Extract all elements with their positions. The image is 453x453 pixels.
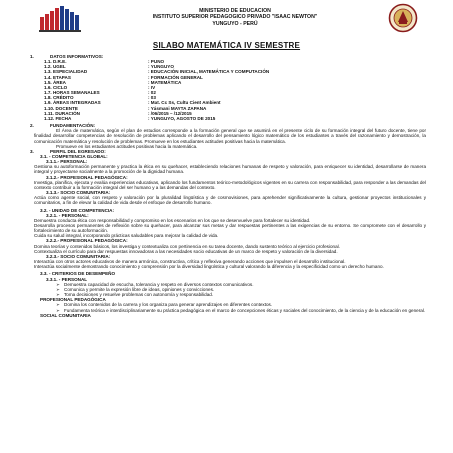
- info-label: 1.12. FECHA: [44, 115, 72, 121]
- section-title: FUNDAMENTACIÓN:: [50, 123, 96, 129]
- paragraph: El Área de matemática, según el plan de estudios corresponde a la formación general que se asumirá en el presente ciclo de su formación integral del futuro docente, tiene por finalidad desarrollar competencias de resolución de problemas aplicando el desarrollo del pensamiento lógico matemático de los estudiantes a través del razonamiento y demostración, la comunicación matemática y resolución de problemas. Promueve en los estudiantes actitudes positivas hacia la matemática.: [34, 128, 426, 144]
- subheading: 3.3.1. - PERSONAL: [46, 276, 88, 282]
- paragraph: Promueve en los estudiantes actitudes positivas hacia la matemática.: [56, 143, 198, 149]
- info-label: 1.10. DOCENTE: [44, 105, 78, 111]
- info-label: 1.4. ETAPAS: [44, 74, 71, 80]
- bullet-item: ➢ Comunica y permite la expresión libre de ideas, opiniones y convicciones.: [64, 287, 426, 292]
- subheading: 3.2.1. - PERSONAL:: [46, 212, 89, 218]
- subheading: 3.2.2.- PROFESIONAL PEDAGÓGICA:: [46, 238, 128, 244]
- info-label: 1.7. HORAS SEMANALES: [44, 90, 100, 96]
- subheading: 3.1.3.- SOCIO COMUNITARIA:: [46, 190, 111, 196]
- subheading: 3.3. - CRITERIOS DE DESEMPEÑO: [40, 271, 116, 277]
- section-number: 2.: [30, 123, 34, 129]
- subheading: 3.1.1.- PERSONAL:: [46, 159, 88, 165]
- info-label: 1.5. ÁREA: [44, 79, 66, 85]
- paragraph: Domina teorías y contenidos básicos, los investiga y contextualiza con pertinencia en su tarea docente, dando sustento teórico al ejercicio profesional.: [34, 243, 340, 249]
- info-label: 1.8. CRÉDITO: [44, 95, 74, 101]
- subheading: SOCIAL COMUNITARIA: [40, 312, 91, 318]
- info-label: 1.9. ÁREAS INTEGRADAS: [44, 100, 101, 106]
- info-value: : FORMACIÓN GENERAL: [148, 74, 203, 80]
- info-value: : /06/2015 – /12/2015: [148, 110, 192, 116]
- info-label: 1.2. UGEL: [44, 64, 66, 70]
- info-value: : Yásmani MAYTA ZAPANA: [148, 105, 207, 111]
- institution-header: [90, 8, 380, 27]
- section-title: DATOS INFORMATIVOS:: [50, 54, 104, 59]
- paragraph: Contextualiza el currículo para dar respuestas innovadoras a las necesidades socio educativas de un marco de respeto y valoración de la diversidad.: [34, 248, 338, 254]
- section-title: PERFIL DEL EGRESADO:: [50, 148, 106, 154]
- seal-logo: [388, 3, 418, 33]
- institute-logo: [38, 3, 82, 33]
- paragraph: Gestiona su autoformación permanente y practica la ética en su quehacer, estableciendo relaciones humanas de respeto y valoración, para enriquecer su identidad, desarrollarse de manera integral y proyectarse socialmente a la promoción de la dignidad humana.: [34, 164, 426, 175]
- paragraph: Actúa como agente social, con respeto y valoración por la pluralidad lingüística y de cosmovisiones, para aprehender significativamente la cultura, gestionar proyectos institucionales y comunitarios, a fin de elevar la calidad de vida desde el enfoque de desarrollo humano.: [34, 195, 426, 206]
- paragraph: Investiga, planifica, ejecuta y evalúa experiencias educativas, aplicando los fundamentos teórico-metodológicos vigentes en su carrera con responsabilidad, para responder a las demandas del contexto contribuir a la formación integral del ser humano y a las demandas del contexto.: [34, 179, 426, 190]
- subheading: 3.2.3.- SOCIO COMUNITARIA:: [46, 253, 111, 259]
- bullet-item: ➢ Fundamenta teórica e interdisciplinariamente su práctica pedagógica en el marco de concepciones éticas y sociales del conocimiento, de la ciencia y de la educación en general.: [64, 308, 426, 313]
- info-value: : MATEMÁTICA: [148, 79, 182, 85]
- document-title: SILABO MATEMÁTICA IV SEMESTRE: [152, 41, 301, 50]
- document-body: [30, 54, 426, 318]
- info-row: [30, 116, 426, 121]
- info-label: 1.6. CICLO: [44, 84, 68, 90]
- subheading: PROFESIONAL PEDAGÓGICA: [40, 297, 106, 303]
- bullet-item: ➢ Demuestra capacidad de escucha, tolerancia y respeto en diversos contextos comunicativos.: [64, 282, 426, 287]
- bullet-item: ➢ Toma decisiones y resuelve problemas con autonomía y responsabilidad.: [64, 292, 426, 297]
- subheading: 3.1.2.- PROFESIONAL PEDAGÓGICA:: [46, 174, 128, 180]
- info-value: : Mat. Cc Ss, Cultu Cient Ambient: [148, 100, 221, 106]
- info-value: : PUNO: [148, 59, 165, 65]
- bullet-list: [30, 282, 426, 297]
- paragraph: Demuestra conducta ética con responsabilidad y compromiso en los escenarios en los que se desenvuelve para fortalecer su identidad.: [34, 217, 311, 223]
- header-line-3: YUNGUYO - PERÚ: [212, 20, 258, 27]
- paragraph: Cuida su salud integral, incorporando prácticas saludables para mejorar la calidad de vida.: [34, 233, 219, 239]
- info-label: 1.11. DURACIÓN: [44, 110, 80, 116]
- bullet-list: [30, 302, 426, 312]
- info-label: 1.3. ESPECIALIDAD: [44, 69, 88, 75]
- info-value: : 03: [148, 95, 156, 101]
- header-line-2: INSTITUTO SUPERIOR PEDAGOGICO PRIVADO "ISAAC NEWTON": [152, 14, 318, 21]
- info-value: : 02: [148, 90, 156, 96]
- info-label: 1.1. D.R.E.: [44, 59, 67, 65]
- info-value: : EDUCACIÓN INICIAL, MATEMÁTICA Y COMPUTACIÓN: [148, 69, 270, 75]
- header-line-1: MINISTERIO DE EDUCACION: [199, 8, 271, 14]
- info-value: : IV: [148, 84, 156, 90]
- section-number: 1.: [30, 54, 34, 59]
- bullet-item: ➢ Domina los contenidos de la carrera y los organiza para generar aprendizajes en diferentes contextos.: [64, 302, 426, 307]
- paragraph: Interactúa socialmente demostrando conocimiento y comprensión por la diversidad lingüística y cultural valorando la diferencia y la especificidad como un derecho humano.: [34, 264, 384, 270]
- paragraph: Interactúa con otros actores educativos de manera armónica, constructiva, crítica y reflexiva generando acciones que impulsen el desarrollo institucional.: [34, 259, 346, 265]
- paragraph: Desarrolla procesos permanentes de reflexión sobre su quehacer, para alcanzar sus metas y dar respuestas pertinentes a las exigencias de su entorno. Se compromete con el desarrollo y fortalecimiento de su autoformación.: [34, 223, 426, 234]
- section-number: 3.: [30, 148, 34, 154]
- info-value: : YUNGUYO, AGOSTO DE 2015: [148, 115, 216, 121]
- info-value: : YUNGUYO: [148, 64, 174, 70]
- subheading: 3.1. - COMPETENCIA GLOBAL:: [40, 153, 108, 159]
- info-table: [30, 59, 426, 121]
- subheading: 3.2. - UNIDAD DE COMPETENCIA:: [40, 207, 115, 213]
